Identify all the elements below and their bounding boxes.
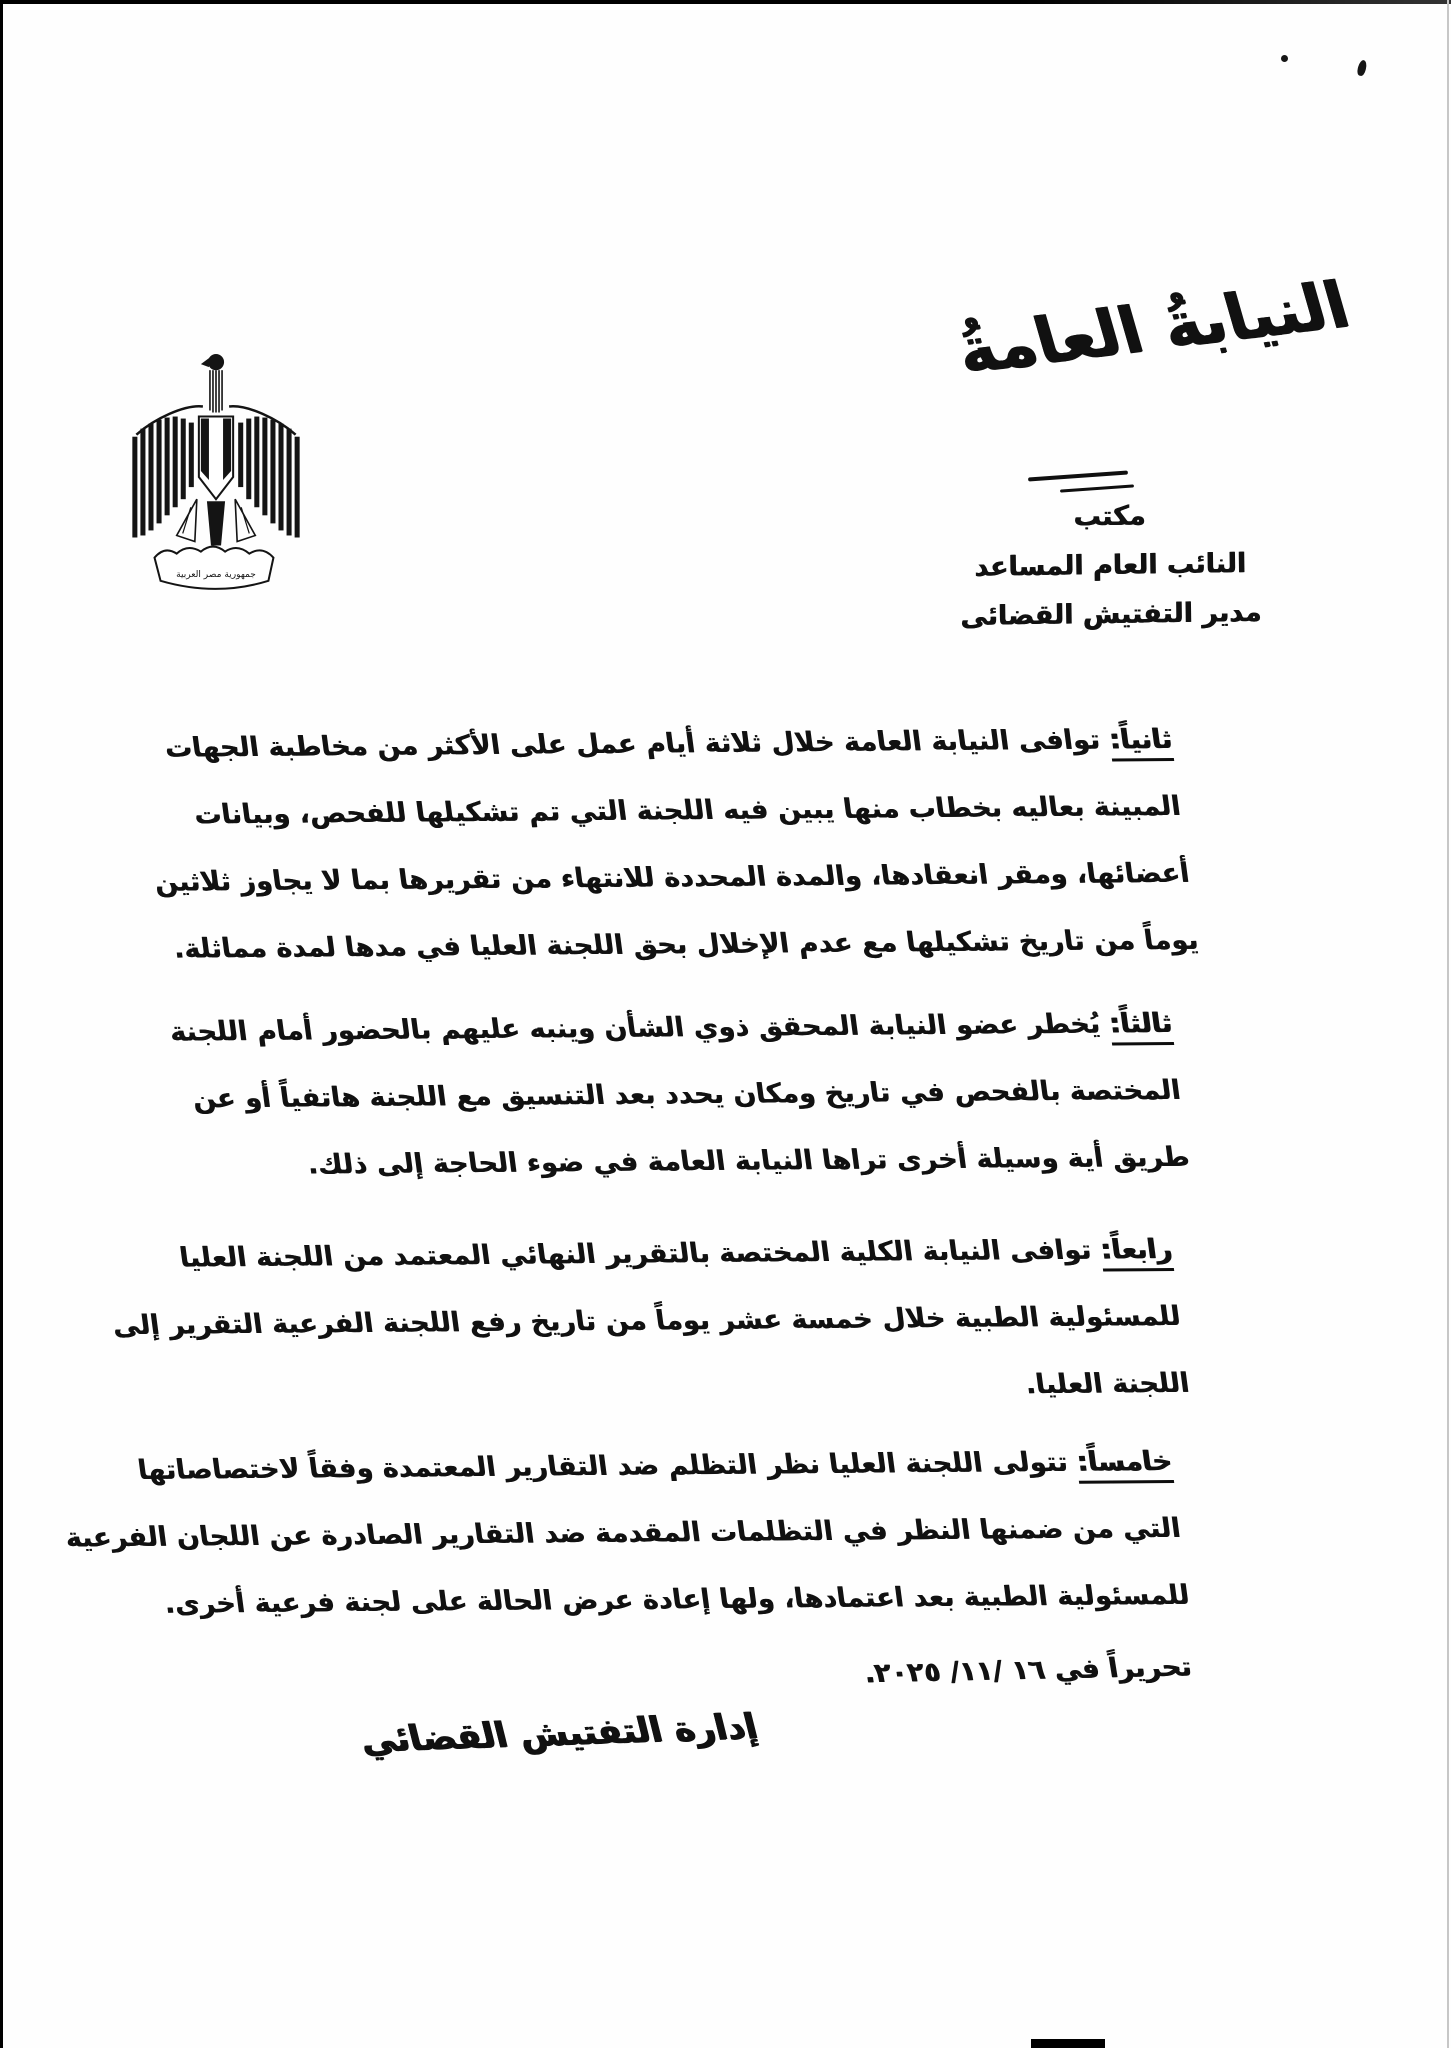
eagle-tail-and-legs [177,499,256,545]
paragraph-second [152,706,1202,981]
office-word: مكتب [1073,500,1146,533]
paragraph-fifth [63,1428,1193,1636]
eagle-shield [199,417,233,500]
paragraph-line: المبينة بعاليه بخطاب منها يبين فيه اللجنة التي تم تشكيلها للفحص، وبيانات [192,790,1183,831]
paragraph-text: توافى النيابة العامة خلال ثلاثة أيام عمل على الأكثر من مخاطبة الجهات [162,724,1102,764]
paragraph-line [162,706,1176,781]
paragraph-text: تتولى اللجنة العليا نظر التظلم ضد التقارير المعتمدة وفقاً لاختصاصاتها [135,1446,1070,1486]
date-line: تحريراً في ١٦ /١١/ ٢٠٢٥. [861,1651,1194,1690]
scan-edge-left [0,0,3,2048]
letterhead-title-calligraphy: النيابةُ العامةُ [947,268,1358,389]
paragraph-line [167,990,1176,1065]
paragraph-text: توافى النيابة الكلية المختصة بالتقرير النهائي المعتمد من اللجنة العليا [177,1234,1093,1274]
paragraph-line: المختصة بالفحص في تاريخ ومكان يحدد بعد التنسيق مع اللجنة هاتفياً أو عن [190,1074,1183,1115]
paragraph-line: للمسئولية الطبية بعد اعتمادها، ولها إعادة عرض الحالة على لجنة فرعية أخرى. [162,1579,1192,1620]
bottom-black-box [1031,2039,1105,2048]
office-title-line: مدير التفتيش القضائى [959,596,1262,633]
egypt-eagle-emblem [124,348,308,602]
paragraph-text: يُخطر عضو النيابة المحقق ذوي الشأن وينبه عليهم بالحضور أمام اللجنة [167,1008,1102,1048]
eagle-banner [155,547,274,589]
paragraph-fourth [110,1216,1193,1424]
office-title-line: النائب العام المساعد [973,548,1247,583]
scan-speck [1281,55,1288,62]
eagle-head [201,354,224,412]
title-underline [1028,471,1128,482]
eagle-wing-right [238,417,299,538]
paragraph-line: اللجنة العليا. [1023,1367,1192,1401]
scan-edge-top [0,0,1451,4]
department-signature: إدارة التفتيش القضائي [355,1707,762,1761]
eagle-wing-left [132,417,193,538]
paragraph-line: أعضائها، ومقر انعقادها، والمدة المحددة للانتهاء من تقريرها بما لا يجاوز ثلاثين [152,857,1192,898]
paragraph-heading: ثالثاً: [1107,1008,1174,1046]
paragraph-line [177,1216,1176,1291]
scan-edge-right [1447,0,1449,2048]
paragraph-line: طريق أية وسيلة أخرى تراها النيابة العامة في ضوء الحاجة إلى ذلك. [305,1141,1192,1181]
scan-speck [1356,59,1368,76]
paragraph-line [135,1428,1176,1503]
paragraph-line: يوماً من تاريخ تشكيلها مع عدم الإخلال بحق اللجنة العليا في مدها لمدة مماثلة. [171,924,1200,965]
letterhead-office-block [944,490,1276,642]
paragraph-line: التي من ضمنها النظر في التظلمات المقدمة ضد التقارير الصادرة عن اللجان الفرعية [63,1512,1183,1554]
paragraph-line: للمسئولية الطبية خلال خمسة عشر يوماً من تاريخ رفع اللجنة الفرعية التقرير إلى [110,1300,1183,1342]
paragraph-heading: ثانياً: [1107,724,1174,762]
emblem-banner-text: جمهورية مصر العربية [176,569,256,580]
paragraph-heading: رابعاً: [1098,1234,1174,1272]
paragraph-heading: خامساً: [1075,1446,1175,1484]
paragraph-third [167,990,1193,1198]
